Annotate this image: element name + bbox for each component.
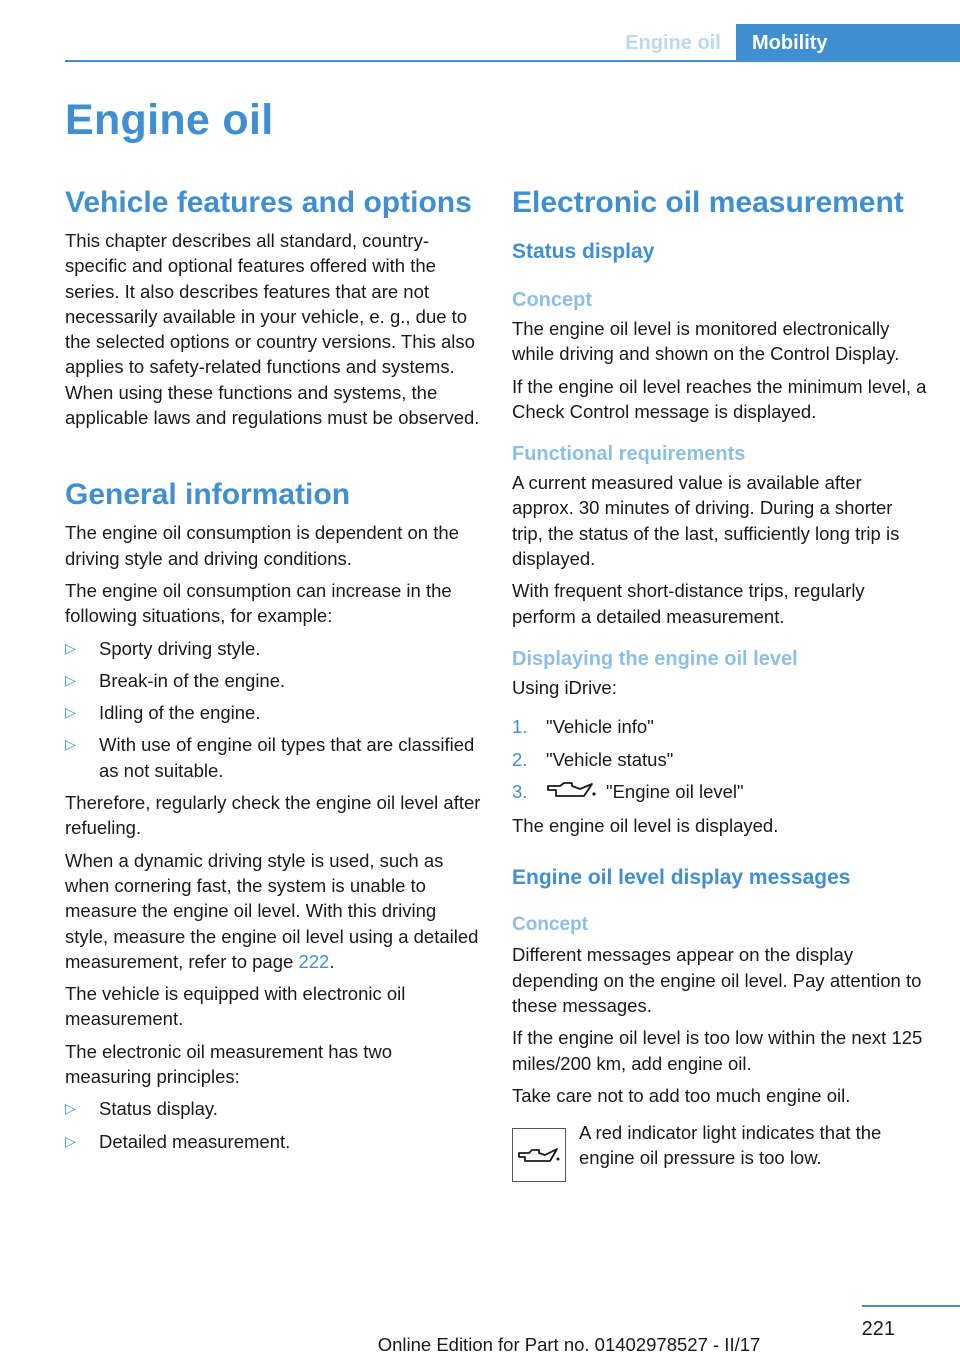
messages-p2: If the engine oil level is too low within the next 125 miles/200 km, add engine oil.	[512, 1027, 923, 1074]
page-reference-link[interactable]: 222	[298, 950, 330, 972]
displaying-oil-level-heading: Displaying the engine oil level	[512, 647, 798, 670]
list-item: ▷ Idling of the engine.	[65, 700, 483, 725]
section-tab[interactable]: Engine oil	[625, 32, 721, 54]
menu-item-vehicle-status[interactable]: "Vehicle status"	[546, 748, 674, 770]
list-item: ▷ Break-in of the engine.	[65, 668, 483, 693]
consumption-situations-list	[65, 636, 483, 783]
general-p4: When a dynamic driving style is used, such as when cornering fast, the system is unable to measure the engine oil level. With this driving style, measure the engine oil level using a detailed measurement, refer to page 222.	[65, 849, 479, 972]
list-item: ▷ Status display.	[65, 1096, 483, 1121]
triangle-bullet-icon: ▷	[65, 671, 76, 688]
chapter-tab[interactable]: Mobility	[736, 24, 960, 62]
display-messages-heading: Engine oil level display messages	[512, 866, 851, 890]
idrive-steps	[512, 714, 927, 806]
step-item: 1. "Vehicle info"	[512, 716, 654, 738]
step-item: 2. "Vehicle status"	[512, 748, 674, 770]
menu-item-vehicle-info[interactable]: "Vehicle info"	[546, 716, 654, 738]
messages-p3: Take care not to add too much engine oil.	[512, 1084, 851, 1106]
list-item: ▷ With use of engine oil types that are classified as not suitable.	[65, 734, 475, 781]
messages-concept-heading: Concept	[512, 914, 588, 936]
concept-heading: Concept	[512, 289, 592, 311]
messages-p1: Different messages appear on the display depending on the engine oil level. Pay attention to these messages.	[512, 944, 922, 1016]
measuring-principles-list	[65, 1096, 483, 1154]
indicator-text: A red indicator light indicates that the engine oil pressure is too low.	[579, 1122, 882, 1169]
edition-footer: Online Edition for Part no. 01402978527 - II/17	[377, 1334, 761, 1355]
vehicle-features-text: This chapter describes all standard, country-specific and optional features offered with the series. It also describes features that are not necessarily available in your vehicle, e. g., due to the selected options or country versions. This also applies to safety-related functions and systems. When using these functions and systems, the applicable laws and regulations must be observed.	[65, 230, 480, 429]
list-item: ▷ Sporty driving style.	[65, 636, 483, 661]
functional-requirements-heading: Functional requirements	[512, 443, 746, 466]
page-number: 221	[861, 1318, 895, 1340]
triangle-bullet-icon: ▷	[65, 639, 76, 656]
left-column	[65, 184, 483, 1161]
vehicle-features-heading: Vehicle features and options	[65, 186, 472, 219]
footer-rule	[862, 1305, 960, 1307]
list-item: ▷ Detailed measurement.	[65, 1129, 483, 1154]
oil-pressure-indicator-icon	[512, 1128, 566, 1182]
triangle-bullet-icon: ▷	[65, 704, 76, 721]
general-information-heading: General information	[65, 478, 351, 512]
general-p5: The vehicle is equipped with electronic oil measurement.	[65, 983, 406, 1030]
status-display-heading: Status display	[512, 240, 655, 263]
menu-item-engine-oil-level[interactable]: "Engine oil level"	[606, 780, 744, 802]
general-p3: Therefore, regularly check the engine oil level after refueling.	[65, 792, 481, 839]
oil-can-icon	[546, 780, 598, 806]
concept-p2: If the engine oil level reaches the minimum level, a Check Control message is displayed.	[512, 375, 927, 422]
using-idrive: Using iDrive:	[512, 676, 617, 698]
indicator-row	[512, 1120, 927, 1180]
step-item: 3. "Engine oil level"	[512, 779, 927, 806]
general-p6: The electronic oil measurement has two measuring principles:	[65, 1040, 392, 1088]
concept-p1: The engine oil level is monitored electronically while driving and shown on the Control Display.	[512, 318, 900, 365]
triangle-bullet-icon: ▷	[65, 1132, 76, 1149]
right-column	[512, 184, 927, 1180]
triangle-bullet-icon: ▷	[65, 1100, 76, 1117]
functional-p2: With frequent short-distance trips, regularly perform a detailed measurement.	[512, 580, 865, 627]
functional-p1: A current measured value is available after approx. 30 minutes of driving. During a shorter trip, the status of the last, sufficiently long trip is displayed.	[512, 472, 900, 570]
oil-level-displayed: The engine oil level is displayed.	[512, 815, 779, 837]
general-p1: The engine oil consumption is dependent on the driving style and driving conditions.	[65, 522, 459, 569]
general-p2: The engine oil consumption can increase in the following situations, for example:	[65, 579, 452, 627]
page-title: Engine oil	[65, 96, 274, 144]
electronic-oil-heading: Electronic oil measurement	[512, 186, 904, 219]
triangle-bullet-icon: ▷	[65, 736, 76, 753]
